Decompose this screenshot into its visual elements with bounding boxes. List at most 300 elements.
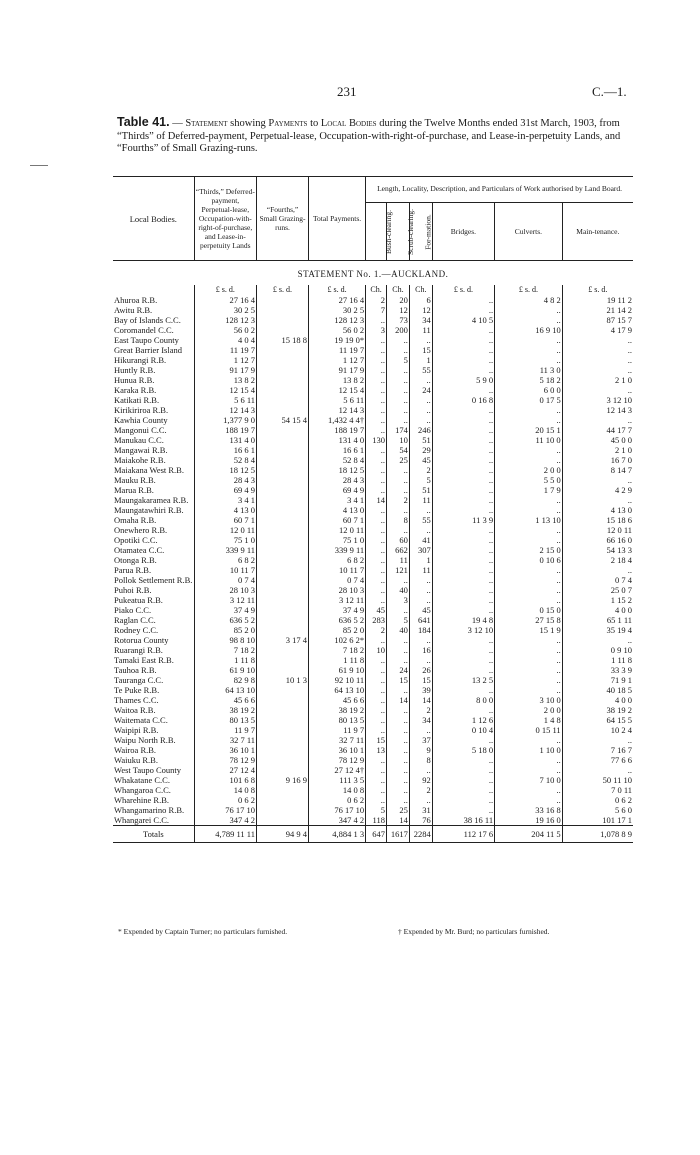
cell-thirds: 131 4 0 — [194, 435, 256, 445]
cell-formation: 92 — [409, 775, 432, 785]
cell-bridges: .. — [432, 685, 494, 695]
cell-thirds: 82 9 8 — [194, 675, 256, 685]
table-row — [113, 425, 633, 435]
cell-scrub: .. — [386, 525, 409, 535]
cell-scrub: 5 — [386, 615, 409, 625]
cell-formation: 51 — [409, 435, 432, 445]
cell-culverts: .. — [495, 405, 563, 415]
cell-bridges: .. — [432, 295, 494, 305]
cell-formation: 55 — [409, 365, 432, 375]
cell-bridges: 5 9 0 — [432, 375, 494, 385]
cell-local-body: Tauranga C.C. — [114, 675, 164, 685]
cell-maintenance: 64 15 5 — [562, 715, 633, 725]
header-total-payments: Total Payments. — [308, 177, 365, 261]
cell-formation: 9 — [409, 745, 432, 755]
cell-thirds: 14 0 8 — [194, 785, 256, 795]
cell-scrub: 2 — [386, 495, 409, 505]
cell-culverts: 7 10 0 — [495, 775, 563, 785]
cell-culverts: .. — [495, 415, 563, 425]
cell-culverts: .. — [495, 675, 563, 685]
title-text-a: showing — [227, 118, 269, 129]
cell-maintenance: 77 6 6 — [562, 755, 633, 765]
cell-bush: .. — [366, 665, 387, 675]
cell-formation: 184 — [409, 625, 432, 635]
header-bridges: Bridges. — [432, 203, 494, 261]
cell-formation: 12 — [409, 305, 432, 315]
table-row — [113, 715, 633, 725]
table-row — [113, 475, 633, 485]
cell-total: 30 2 5 — [308, 305, 365, 315]
cell-bridges: .. — [432, 365, 494, 375]
cell-maintenance: 21 14 2 — [562, 305, 633, 315]
table-row — [113, 415, 633, 425]
cell-formation: 45 — [409, 605, 432, 615]
table-row — [113, 815, 633, 826]
cell-culverts: 11 3 0 — [495, 365, 563, 375]
cell-culverts: .. — [495, 645, 563, 655]
table-row — [113, 305, 633, 315]
cell-local-body: Maiakana West R.B. — [114, 465, 184, 475]
cell-total: 45 6 6 — [308, 695, 365, 705]
cell-local-body: Kirikiriroa R.B. — [114, 405, 169, 415]
unit-label: £ s. d. — [562, 285, 633, 295]
cell-maintenance: 45 0 0 — [562, 435, 633, 445]
cell-thirds: 98 8 10 — [194, 635, 256, 645]
table-row — [113, 805, 633, 815]
cell-total: 91 17 9 — [308, 365, 365, 375]
cell-local-body: Katikati R.B. — [114, 395, 160, 405]
cell-local-body: Whangamarino R.B. — [114, 805, 185, 815]
cell-culverts: 2 0 0 — [495, 465, 563, 475]
cell-fourths — [257, 615, 309, 625]
cell-total: 188 19 7 — [308, 425, 365, 435]
cell-thirds: 30 2 5 — [194, 305, 256, 315]
cell-maintenance: 66 16 0 — [562, 535, 633, 545]
cell-scrub: .. — [386, 485, 409, 495]
cell-formation: 34 — [409, 315, 432, 325]
cell-local-body: Bay of Islands C.C. — [114, 315, 181, 325]
cell-total: 76 17 10 — [308, 805, 365, 815]
cell-culverts: .. — [495, 785, 563, 795]
footnote-dagger: † Expended by Mr. Burd; no particulars furnished. — [398, 927, 550, 936]
cell-thirds: 128 12 3 — [194, 315, 256, 325]
cell-fourths: 10 1 3 — [257, 675, 309, 685]
cell-bush: .. — [366, 445, 387, 455]
cell-thirds: 12 0 11 — [194, 525, 256, 535]
table-row — [113, 575, 633, 585]
page-number: 231 — [337, 84, 357, 99]
table-row — [113, 645, 633, 655]
table-row — [113, 745, 633, 755]
cell-scrub: 200 — [386, 325, 409, 335]
cell-formation: 2 — [409, 465, 432, 475]
cell-culverts: 6 0 0 — [495, 385, 563, 395]
footnote-star: * Expended by Captain Turner; no particulars furnished. — [118, 927, 288, 936]
cell-fourths — [257, 345, 309, 355]
cell-local-body: East Taupo County — [114, 335, 179, 345]
total-bridges: 112 17 6 — [432, 826, 494, 843]
cell-bush: .. — [366, 335, 387, 345]
cell-total: 80 13 5 — [308, 715, 365, 725]
cell-bush: 130 — [366, 435, 387, 445]
cell-bush: .. — [366, 765, 387, 775]
cell-thirds: 3 12 11 — [194, 595, 256, 605]
table-row — [113, 455, 633, 465]
cell-total: 64 13 10 — [308, 685, 365, 695]
cell-formation: 8 — [409, 755, 432, 765]
cell-scrub: 40 — [386, 585, 409, 595]
cell-bridges: .. — [432, 465, 494, 475]
table-row — [113, 325, 633, 335]
cell-fourths — [257, 545, 309, 555]
cell-maintenance: .. — [562, 335, 633, 345]
cell-thirds: 18 12 5 — [194, 465, 256, 475]
cell-total: 69 4 9 — [308, 485, 365, 495]
cell-thirds: 52 8 4 — [194, 455, 256, 465]
table-row — [113, 655, 633, 665]
cell-scrub: .. — [386, 705, 409, 715]
cell-bush: 2 — [366, 625, 387, 635]
cell-fourths — [257, 785, 309, 795]
cell-thirds: 28 4 3 — [194, 475, 256, 485]
cell-fourths — [257, 465, 309, 475]
cell-scrub: .. — [386, 605, 409, 615]
cell-culverts: .. — [495, 565, 563, 575]
cell-bush: .. — [366, 425, 387, 435]
cell-scrub: 24 — [386, 665, 409, 675]
cell-local-body: Karaka R.B. — [114, 385, 157, 395]
cell-fourths — [257, 495, 309, 505]
cell-thirds: 75 1 0 — [194, 535, 256, 545]
cell-fourths — [257, 325, 309, 335]
cell-formation: .. — [409, 525, 432, 535]
cell-local-body: Rodney C.C. — [114, 625, 159, 635]
cell-maintenance: 12 14 3 — [562, 405, 633, 415]
cell-total: 78 12 9 — [308, 755, 365, 765]
cell-culverts: 5 18 2 — [495, 375, 563, 385]
cell-formation: .. — [409, 765, 432, 775]
cell-culverts: 1 13 10 — [495, 515, 563, 525]
header-scrub-label: Scrub-clearing. — [405, 208, 415, 256]
cell-scrub: .. — [386, 395, 409, 405]
table-row — [113, 725, 633, 735]
cell-formation: 1 — [409, 355, 432, 365]
table-row — [113, 435, 633, 445]
cell-bridges: .. — [432, 595, 494, 605]
cell-maintenance: 0 7 4 — [562, 575, 633, 585]
cell-formation: 11 — [409, 565, 432, 575]
cell-maintenance: 71 9 1 — [562, 675, 633, 685]
total-bush: 647 — [366, 826, 387, 843]
title-text-b: to — [307, 118, 321, 129]
cell-fourths — [257, 435, 309, 445]
cell-culverts: 0 10 6 — [495, 555, 563, 565]
page-header — [0, 84, 700, 100]
cell-scrub: 12 — [386, 305, 409, 315]
table-row — [113, 405, 633, 415]
cell-fourths — [257, 795, 309, 805]
cell-formation: 29 — [409, 445, 432, 455]
table-row — [113, 345, 633, 355]
cell-bridges: .. — [432, 435, 494, 445]
cell-formation: .. — [409, 585, 432, 595]
cell-total: 5 6 11 — [308, 395, 365, 405]
title-text-c: during the Twelve Months ended 31st March, 1903, from “Thirds” of Deferred-payment, Perpetual-lease, Occupation-with-right-of-purchase, and Lease-in-perpetuity Lands, and “Fourths” of Small Grazing-runs. — [117, 118, 621, 155]
table-row — [113, 535, 633, 545]
cell-scrub: 20 — [386, 295, 409, 305]
cell-thirds: 347 4 2 — [194, 815, 256, 826]
cell-total: 85 2 0 — [308, 625, 365, 635]
cell-bridges: .. — [432, 345, 494, 355]
cell-formation: .. — [409, 725, 432, 735]
cell-bridges: .. — [432, 305, 494, 315]
cell-scrub: .. — [386, 765, 409, 775]
header-local-bodies: Local Bodies. — [113, 177, 194, 261]
cell-bush: .. — [366, 725, 387, 735]
cell-total: 128 12 3 — [308, 315, 365, 325]
cell-total: 16 6 1 — [308, 445, 365, 455]
header-bush-label: Bush-clearing. — [384, 210, 394, 254]
cell-thirds: 5 6 11 — [194, 395, 256, 405]
cell-fourths — [257, 715, 309, 725]
cell-formation: .. — [409, 655, 432, 665]
cell-maintenance: 38 19 2 — [562, 705, 633, 715]
cell-bridges: 1 12 6 — [432, 715, 494, 725]
cell-bush: .. — [366, 635, 387, 645]
cell-bridges: .. — [432, 325, 494, 335]
total-thirds: 4,789 11 11 — [194, 826, 256, 843]
total-culverts: 204 11 5 — [495, 826, 563, 843]
table-title — [117, 116, 627, 156]
table-row — [113, 335, 633, 345]
cell-thirds: 78 12 9 — [194, 755, 256, 765]
cell-local-body: Whangaroa C.C. — [114, 785, 171, 795]
cell-maintenance: 25 0 7 — [562, 585, 633, 595]
cell-thirds: 64 13 10 — [194, 685, 256, 695]
cell-maintenance: 54 13 3 — [562, 545, 633, 555]
cell-formation: 2 — [409, 705, 432, 715]
cell-fourths — [257, 595, 309, 605]
cell-bridges: .. — [432, 645, 494, 655]
cell-bush: .. — [366, 795, 387, 805]
cell-local-body: Otonga R.B. — [114, 555, 157, 565]
cell-total: 75 1 0 — [308, 535, 365, 545]
cell-total: 27 12 4† — [308, 765, 365, 775]
cell-fourths — [257, 315, 309, 325]
cell-bridges: .. — [432, 525, 494, 535]
cell-maintenance: .. — [562, 765, 633, 775]
cell-thirds: 1,377 9 0 — [194, 415, 256, 425]
header-maintenance: Main-tenance. — [562, 203, 633, 261]
table-row — [113, 585, 633, 595]
cell-local-body: Omaha R.B. — [114, 515, 157, 525]
cell-total: 56 0 2 — [308, 325, 365, 335]
cell-fourths — [257, 725, 309, 735]
cell-bush: .. — [366, 685, 387, 695]
cell-thirds: 85 2 0 — [194, 625, 256, 635]
cell-thirds: 13 8 2 — [194, 375, 256, 385]
cell-maintenance: 10 2 4 — [562, 725, 633, 735]
cell-fourths — [257, 745, 309, 755]
cell-bush: 7 — [366, 305, 387, 315]
cell-culverts: .. — [495, 505, 563, 515]
cell-culverts: .. — [495, 685, 563, 695]
cell-fourths — [257, 765, 309, 775]
table-row — [113, 755, 633, 765]
cell-thirds: 76 17 10 — [194, 805, 256, 815]
cell-maintenance: 40 18 5 — [562, 685, 633, 695]
table-row — [113, 315, 633, 325]
cell-scrub: .. — [386, 465, 409, 475]
cell-thirds: 339 9 11 — [194, 545, 256, 555]
table-body — [113, 261, 633, 843]
cell-thirds: 4 0 4 — [194, 335, 256, 345]
title-statement-word: Statement — [185, 118, 228, 129]
cell-scrub: 15 — [386, 675, 409, 685]
cell-bush: .. — [366, 465, 387, 475]
cell-bush: .. — [366, 455, 387, 465]
cell-scrub: .. — [386, 755, 409, 765]
cell-bridges: .. — [432, 765, 494, 775]
cell-culverts: 1 4 8 — [495, 715, 563, 725]
cell-thirds: 1 11 8 — [194, 655, 256, 665]
cell-scrub: .. — [386, 645, 409, 655]
cell-total: 12 14 3 — [308, 405, 365, 415]
cell-total: 18 12 5 — [308, 465, 365, 475]
cell-formation: 15 — [409, 345, 432, 355]
cell-formation: .. — [409, 335, 432, 345]
cell-local-body: Kawhia County — [114, 415, 168, 425]
cell-formation: 246 — [409, 425, 432, 435]
cell-fourths — [257, 555, 309, 565]
cell-formation: 5 — [409, 475, 432, 485]
unit-label: £ s. d. — [495, 285, 563, 295]
cell-fourths: 54 15 4 — [257, 415, 309, 425]
cell-scrub: .. — [386, 635, 409, 645]
cell-maintenance: 50 11 10 — [562, 775, 633, 785]
cell-fourths — [257, 445, 309, 455]
table-row — [113, 445, 633, 455]
cell-culverts: .. — [495, 655, 563, 665]
cell-fourths — [257, 295, 309, 305]
table-row — [113, 765, 633, 775]
cell-bush: .. — [366, 315, 387, 325]
cell-culverts: .. — [495, 795, 563, 805]
table-number: Table 41. — [117, 115, 170, 129]
cell-fourths: 9 16 9 — [257, 775, 309, 785]
cell-local-body: Manukau C.C. — [114, 435, 164, 445]
cell-formation: 14 — [409, 695, 432, 705]
cell-fourths — [257, 535, 309, 545]
total-maintenance: 1,078 8 9 — [562, 826, 633, 843]
cell-scrub: .. — [386, 345, 409, 355]
cell-total: 111 3 5 — [308, 775, 365, 785]
cell-formation: 41 — [409, 535, 432, 545]
payments-table — [113, 176, 633, 843]
cell-bush: .. — [366, 395, 387, 405]
cell-fourths — [257, 425, 309, 435]
cell-local-body: Ruarangi R.B. — [114, 645, 163, 655]
cell-total: 102 6 2* — [308, 635, 365, 645]
cell-maintenance: 4 2 9 — [562, 485, 633, 495]
cell-culverts: 16 9 10 — [495, 325, 563, 335]
table-row — [113, 355, 633, 365]
cell-total: 1,432 4 4† — [308, 415, 365, 425]
cell-bush: .. — [366, 535, 387, 545]
cell-bush: .. — [366, 655, 387, 665]
cell-total: 347 4 2 — [308, 815, 365, 826]
cell-scrub: .. — [386, 575, 409, 585]
cell-thirds: 0 7 4 — [194, 575, 256, 585]
cell-maintenance: 15 18 6 — [562, 515, 633, 525]
cell-bush: 2 — [366, 295, 387, 305]
cell-bridges: .. — [432, 445, 494, 455]
cell-formation: 641 — [409, 615, 432, 625]
cell-local-body: Parua R.B. — [114, 565, 152, 575]
cell-maintenance: .. — [562, 385, 633, 395]
cell-bush: .. — [366, 415, 387, 425]
cell-thirds: 4 13 0 — [194, 505, 256, 515]
cell-total: 60 7 1 — [308, 515, 365, 525]
cell-formation: 2 — [409, 785, 432, 795]
cell-maintenance: .. — [562, 415, 633, 425]
cell-thirds: 12 15 4 — [194, 385, 256, 395]
header-fourths: “Fourths,” Small Grazing-runs. — [257, 177, 309, 261]
cell-bush: .. — [366, 595, 387, 605]
cell-maintenance: .. — [562, 495, 633, 505]
cell-formation: 15 — [409, 675, 432, 685]
cell-local-body: Waitoa R.B. — [114, 705, 156, 715]
cell-local-body: Whakatane C.C. — [114, 775, 170, 785]
cell-bridges: .. — [432, 415, 494, 425]
cell-bush: .. — [366, 475, 387, 485]
cell-thirds: 188 19 7 — [194, 425, 256, 435]
cell-bridges: .. — [432, 455, 494, 465]
cell-scrub: .. — [386, 745, 409, 755]
cell-bush: .. — [366, 405, 387, 415]
cell-total: 0 6 2 — [308, 795, 365, 805]
cell-fourths — [257, 665, 309, 675]
unit-label: Ch. — [409, 285, 432, 295]
document-reference: C.—1. — [592, 84, 627, 99]
cell-maintenance: 16 7 0 — [562, 455, 633, 465]
cell-thirds: 36 10 1 — [194, 745, 256, 755]
header-formation-label: For-mation. — [423, 214, 433, 250]
cell-thirds: 1 12 7 — [194, 355, 256, 365]
cell-formation: 26 — [409, 665, 432, 675]
cell-culverts: .. — [495, 455, 563, 465]
cell-total: 36 10 1 — [308, 745, 365, 755]
cell-bush: .. — [366, 355, 387, 365]
cell-total: 14 0 8 — [308, 785, 365, 795]
cell-local-body: Raglan C.C. — [114, 615, 156, 625]
table-row — [113, 525, 633, 535]
cell-bush: .. — [366, 575, 387, 585]
cell-total: 131 4 0 — [308, 435, 365, 445]
title-dash: — — [169, 118, 186, 129]
table-row — [113, 465, 633, 475]
table-row — [113, 505, 633, 515]
table-row — [113, 615, 633, 625]
cell-bridges: .. — [432, 785, 494, 795]
cell-scrub: .. — [386, 775, 409, 785]
cell-bush: .. — [366, 345, 387, 355]
cell-maintenance: .. — [562, 565, 633, 575]
cell-fourths — [257, 305, 309, 315]
cell-bridges: .. — [432, 795, 494, 805]
table-row — [113, 605, 633, 615]
cell-fourths — [257, 755, 309, 765]
